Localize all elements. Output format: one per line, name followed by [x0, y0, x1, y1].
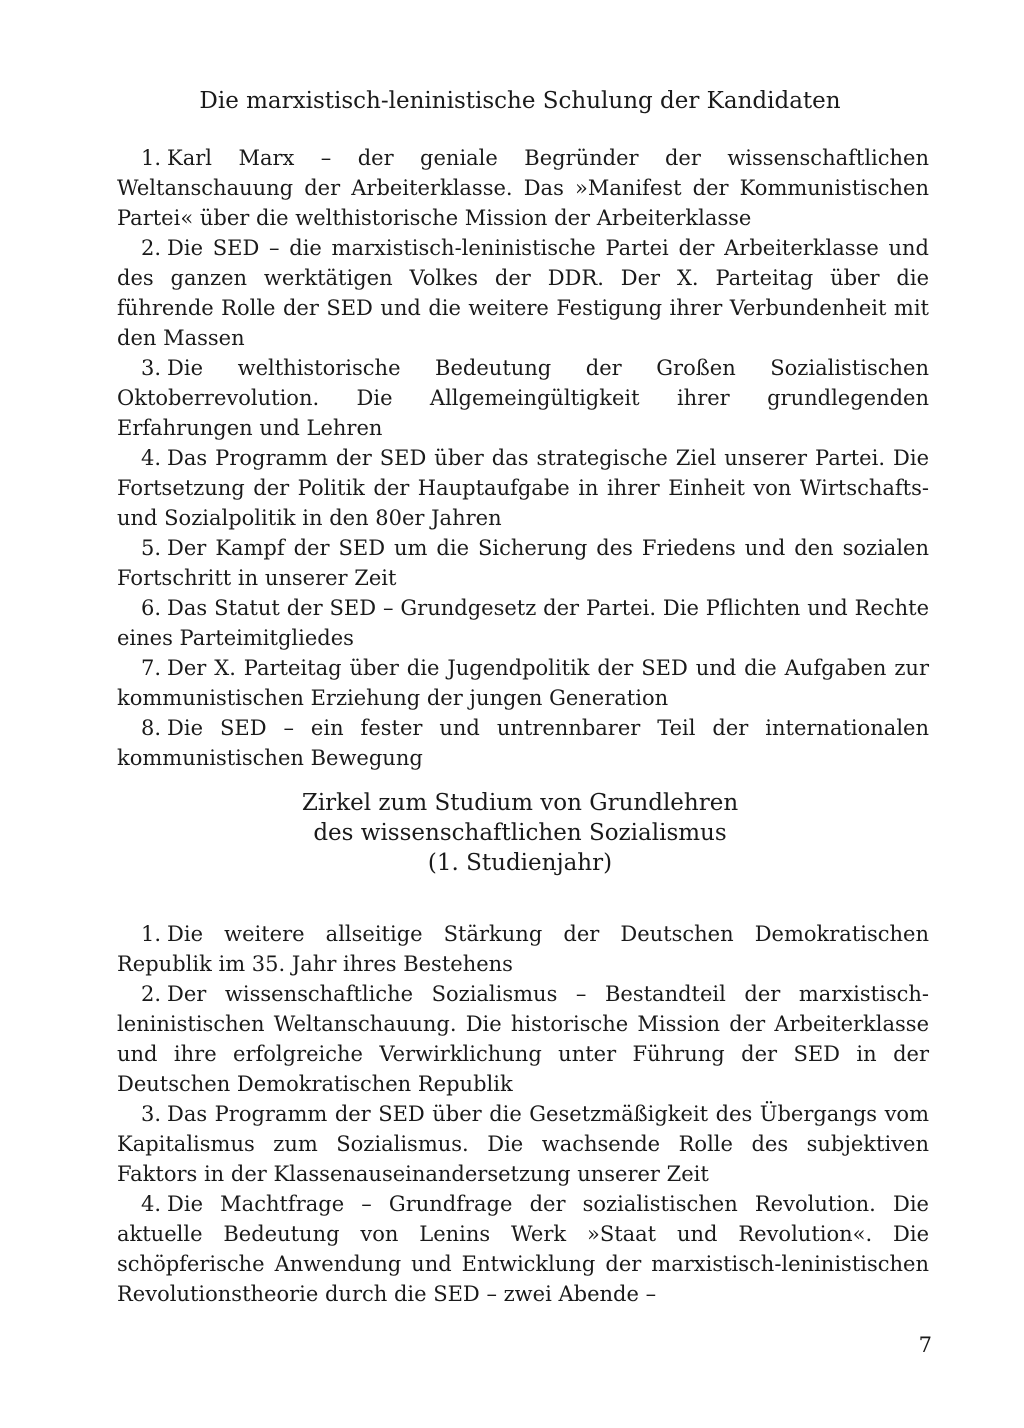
list-item [117, 143, 929, 233]
item-number: 4. [141, 1192, 162, 1216]
item-number: 7. [141, 656, 162, 680]
section-2-list [117, 919, 929, 1309]
section-1-title: Die marxistisch-leninistische Schulung der Kandidaten [199, 88, 841, 114]
item-text: Der Kampf der SED um die Sicherung des Friedens und den sozialen Fortschritt in unserer Zeit [117, 536, 929, 590]
item-text: Das Programm der SED über die Gesetzmäßigkeit des Übergangs vom Kapitalismus zum Sozialismus. Die wachsende Rolle des subjektiven Faktors in der Klassenauseinandersetzung unserer Zeit [117, 1102, 929, 1186]
list-item [117, 979, 929, 1099]
list-item [117, 919, 929, 979]
list-item [117, 233, 929, 353]
item-number: 4. [141, 446, 162, 470]
list-item [117, 533, 929, 593]
section-2-title-line: Zirkel zum Studium von Grundlehren [301, 790, 739, 816]
item-text: Die weitere allseitige Stärkung der Deutschen Demokratischen Republik im 35. Jahr ihres Bestehens [117, 922, 929, 976]
item-number: 3. [141, 1102, 162, 1126]
item-text: Der X. Parteitag über die Jugendpolitik der SED und die Aufgaben zur kommunistischen Erziehung der jungen Generation [117, 656, 929, 710]
section-2-title-line: (1. Studienjahr) [427, 850, 613, 876]
item-number: 5. [141, 536, 162, 560]
section-1-list [117, 143, 929, 773]
item-number: 2. [141, 982, 162, 1006]
list-item [117, 713, 929, 773]
list-item [117, 1099, 929, 1189]
list-item [117, 443, 929, 533]
item-text: Die welthistorische Bedeutung der Großen Sozialistischen Oktoberrevolution. Die Allgemeingültigkeit ihrer grundlegenden Erfahrungen und Lehren [117, 356, 929, 440]
list-item [117, 593, 929, 653]
section-2-title [8, 788, 1024, 878]
item-text: Die SED – ein fester und untrennbarer Teil der internationalen kommunistischen Bewegung [117, 716, 929, 770]
item-text: Das Programm der SED über das strategische Ziel unserer Partei. Die Fortsetzung der Politik der Hauptaufgabe in ihrer Einheit von Wirtschafts- und Sozialpolitik in den 80er Jahren [117, 446, 929, 530]
item-number: 1. [141, 146, 162, 170]
item-number: 2. [141, 236, 162, 260]
item-number: 3. [141, 356, 162, 380]
item-number: 6. [141, 596, 162, 620]
item-text: Der wissenschaftliche Sozialismus – Bestandteil der marxistisch-leninistischen Weltanschauung. Die historische Mission der Arbeiterklasse und ihre erfolgreiche Verwirklichung unter Führung der SED in der Deutschen Demokratischen Republik [117, 982, 929, 1096]
item-text: Die Machtfrage – Grundfrage der sozialistischen Revolution. Die aktuelle Bedeutung von Lenins Werk »Staat und Revolution«. Die schöpferische Anwendung und Entwicklung der marxistisch-leninistischen Revolutionstheorie durch die SED – zwei Abende – [117, 1192, 929, 1306]
list-item [117, 653, 929, 713]
page-number: 7 [918, 1333, 932, 1357]
item-text: Karl Marx – der geniale Begründer der wissenschaftlichen Weltanschauung der Arbeiterklasse. Das »Manifest der Kommunistischen Partei« über die welthistorische Mission der Arbeiterklasse [117, 146, 929, 230]
item-number: 8. [141, 716, 162, 740]
item-text: Das Statut der SED – Grundgesetz der Partei. Die Pflichten und Rechte eines Parteimitgliedes [117, 596, 929, 650]
list-item [117, 1189, 929, 1309]
item-text: Die SED – die marxistisch-leninistische Partei der Arbeiterklasse und des ganzen werktätigen Volkes der DDR. Der X. Parteitag über die führende Rolle der SED und die weitere Festigung ihrer Verbundenheit mit den Massen [117, 236, 929, 350]
section-2-title-line: des wissenschaftlichen Sozialismus [313, 820, 727, 846]
list-item [117, 353, 929, 443]
item-number: 1. [141, 922, 162, 946]
